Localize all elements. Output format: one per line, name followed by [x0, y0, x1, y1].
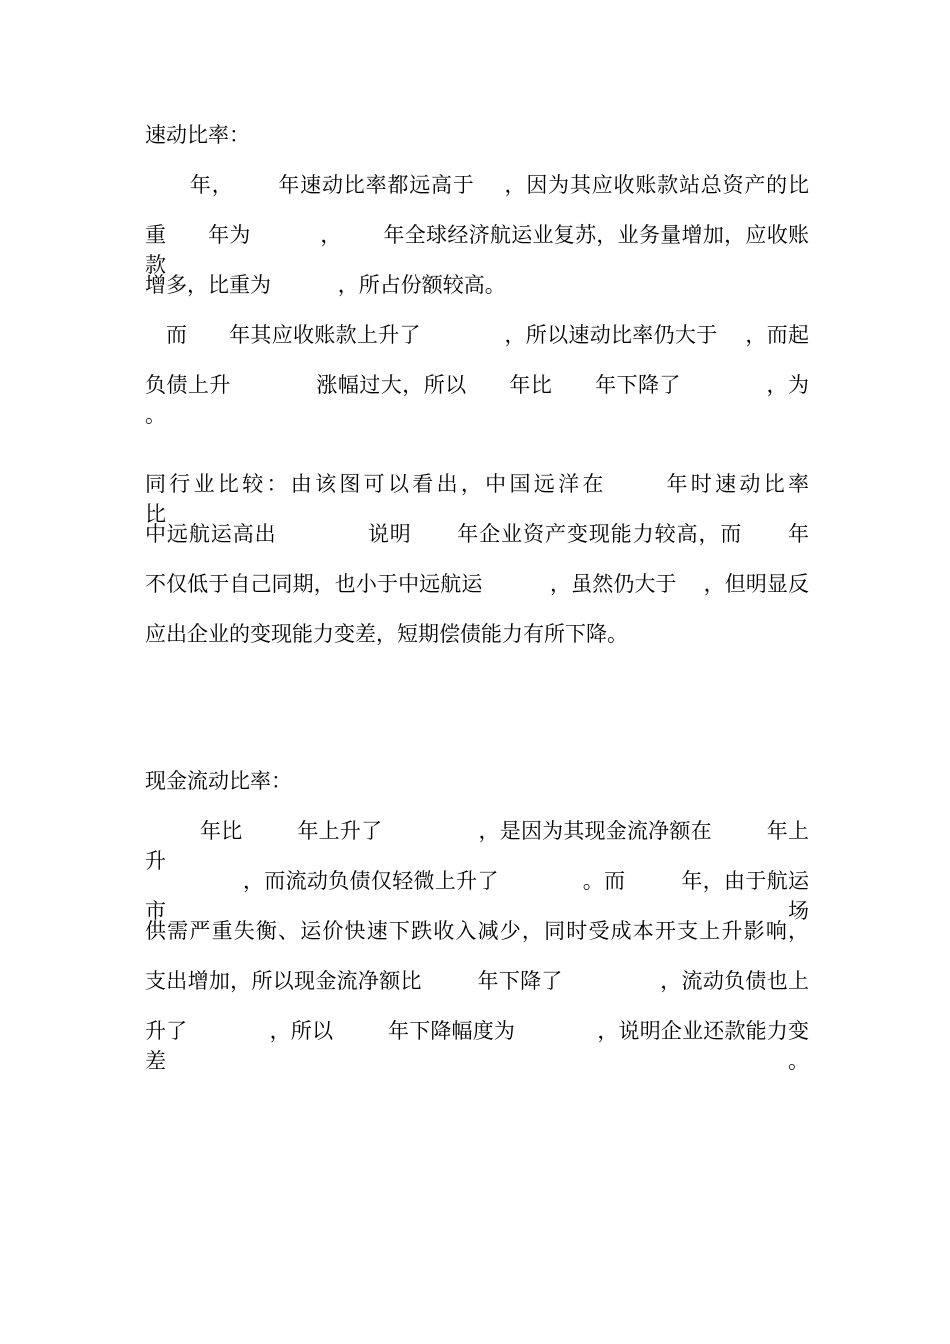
- paragraph-line: 支出增加，所以现金流净额比 年下降了 ，流动负债也上: [145, 969, 809, 993]
- paragraph-line: 供需严重失衡、运价快速下跌收入减少，同时受成本开支上升影响，: [145, 919, 809, 943]
- paragraph-line: 增多，比重为 ，所占份额较高。: [145, 273, 506, 297]
- paragraph-line: 而 年其应收账款上升了 ，所以速动比率仍大于 ，而起: [145, 323, 810, 347]
- section-heading-quick-ratio: 速动比率：: [145, 123, 250, 147]
- paragraph-line: 中远航运高出 说明 年企业资产变现能力较高，而 年: [145, 522, 809, 546]
- paragraph-line: 升了 ，所以 年下降幅度为 ，说明企业还款能力变差。: [145, 1019, 809, 1073]
- paragraph-line: 不仅低于自己同期，也小于中远航运 ，虽然仍大于 ，但明显反: [145, 572, 809, 596]
- paragraph-line: 同行业比较：由该图可以看出，中国远洋在 年时速动比率 比: [145, 472, 890, 526]
- paragraph-line: 重 年为 ， 年全球经济航运业复苏，业务量增加，应收账款: [145, 223, 809, 277]
- paragraph-line: 年， 年速动比率都远高于 ，因为其应收账款站总资产的比: [145, 173, 809, 197]
- paragraph-line: 年比 年上升了 ，是因为其现金流净额在 年上升: [145, 819, 809, 873]
- section-heading-cash-flow-ratio: 现金流动比率：: [145, 769, 292, 793]
- paragraph-line: ，而流动负债仅轻微上升了 。而 年，由于航运市场: [145, 869, 809, 923]
- paragraph-line: 负债上升 涨幅过大，所以 年比 年下降了 ，为 。: [145, 373, 876, 427]
- paragraph-line: 应出企业的变现能力变差，短期偿债能力有所下降。: [145, 622, 628, 646]
